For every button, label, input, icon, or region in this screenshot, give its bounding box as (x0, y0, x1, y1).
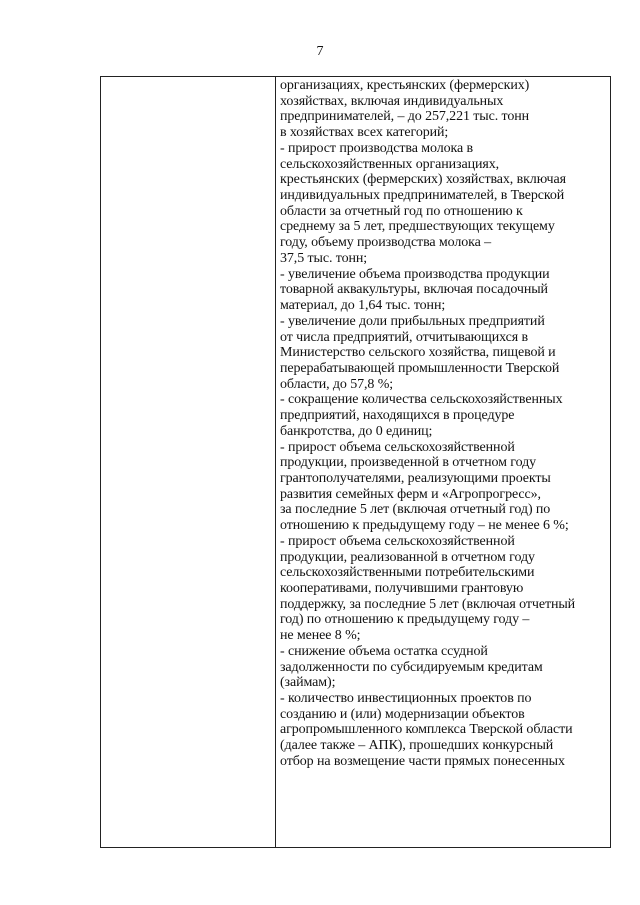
text-line: продукции, реализованной в отчетном году (280, 549, 535, 565)
text-line: организациях, крестьянских (фермерских) (280, 78, 530, 93)
text-line: задолженности по субсидируемым кредитам (280, 659, 543, 675)
text-line: кооперативами, получившими грантовую (280, 581, 524, 596)
text-line: 37,5 тыс. тонн; (280, 250, 368, 266)
text-line: отношению к предыдущему году – не менее 6 %; (280, 518, 569, 534)
text-line: году, объему производства молока – (280, 235, 492, 251)
text-line: (займам); (280, 675, 336, 691)
text-line: - увеличение объема производства продукции (280, 266, 550, 282)
text-line: не менее 8 %; (280, 628, 361, 644)
text-line: созданию и (или) модернизации объектов (280, 706, 525, 722)
text-line: предпринимателей, – до 257,221 тыс. тонн (280, 109, 530, 125)
text-line: перерабатывающей промышленности Тверской (280, 360, 560, 376)
text-line: банкротства, до 0 единиц; (280, 423, 433, 439)
text-line: среднему за 5 лет, предшествующих текущему (280, 219, 555, 235)
text-line: в хозяйствах всех категорий; (280, 125, 449, 141)
table-right-cell (280, 78, 610, 770)
document-table (100, 76, 611, 848)
text-line: - сокращение количества сельскохозяйственных (280, 392, 563, 408)
text-line: грантополучателями, реализующими проекты (280, 470, 551, 486)
text-line: - прирост объема сельскохозяйственной (280, 439, 515, 455)
text-line: товарной аквакультуры, включая посадочный (280, 282, 548, 298)
text-line: Министерство сельского хозяйства, пищевой и (280, 345, 556, 361)
text-line: хозяйствах, включая индивидуальных (280, 93, 504, 109)
text-line: предприятий, находящихся в процедуре (280, 408, 515, 424)
text-line: развития семейных ферм и «Агропрогресс», (280, 486, 541, 502)
text-line: крестьянских (фермерских) хозяйствах, включая (280, 172, 566, 188)
text-line: сельскохозяйственных организациях, (280, 156, 500, 172)
text-line: - снижение объема остатка ссудной (280, 643, 488, 659)
text-line: от числа предприятий, отчитывающихся в (280, 329, 528, 345)
text-line: - увеличение доли прибыльных предприятий (280, 313, 545, 329)
table-left-cell (101, 77, 276, 847)
text-line: агропромышленного комплекса Тверской области (280, 722, 573, 738)
text-line: области, до 57,8 %; (280, 376, 394, 392)
page-number: 7 (316, 44, 324, 59)
text-line: области за отчетный год по отношению к (280, 203, 523, 219)
text-line: продукции, произведенной в отчетном году (280, 455, 536, 471)
text-line: отбор на возмещение части прямых понесенных (280, 753, 565, 769)
text-line: материал, до 1,64 тыс. тонн; (280, 298, 446, 314)
text-line: (далее также – АПК), прошедших конкурсный (280, 738, 554, 754)
text-line: сельскохозяйственными потребительскими (280, 565, 535, 581)
text-line: - количество инвестиционных проектов по (280, 691, 532, 707)
text-line: - прирост производства молока в (280, 140, 474, 156)
text-line: поддержку, за последние 5 лет (включая отчетный (280, 596, 576, 612)
text-line: за последние 5 лет (включая отчетный год) по (280, 502, 551, 518)
text-line: год) по отношению к предыдущему году – (280, 612, 530, 628)
text-line: - прирост объема сельскохозяйственной (280, 533, 515, 549)
text-line: индивидуальных предпринимателей, в Тверской (280, 188, 565, 204)
